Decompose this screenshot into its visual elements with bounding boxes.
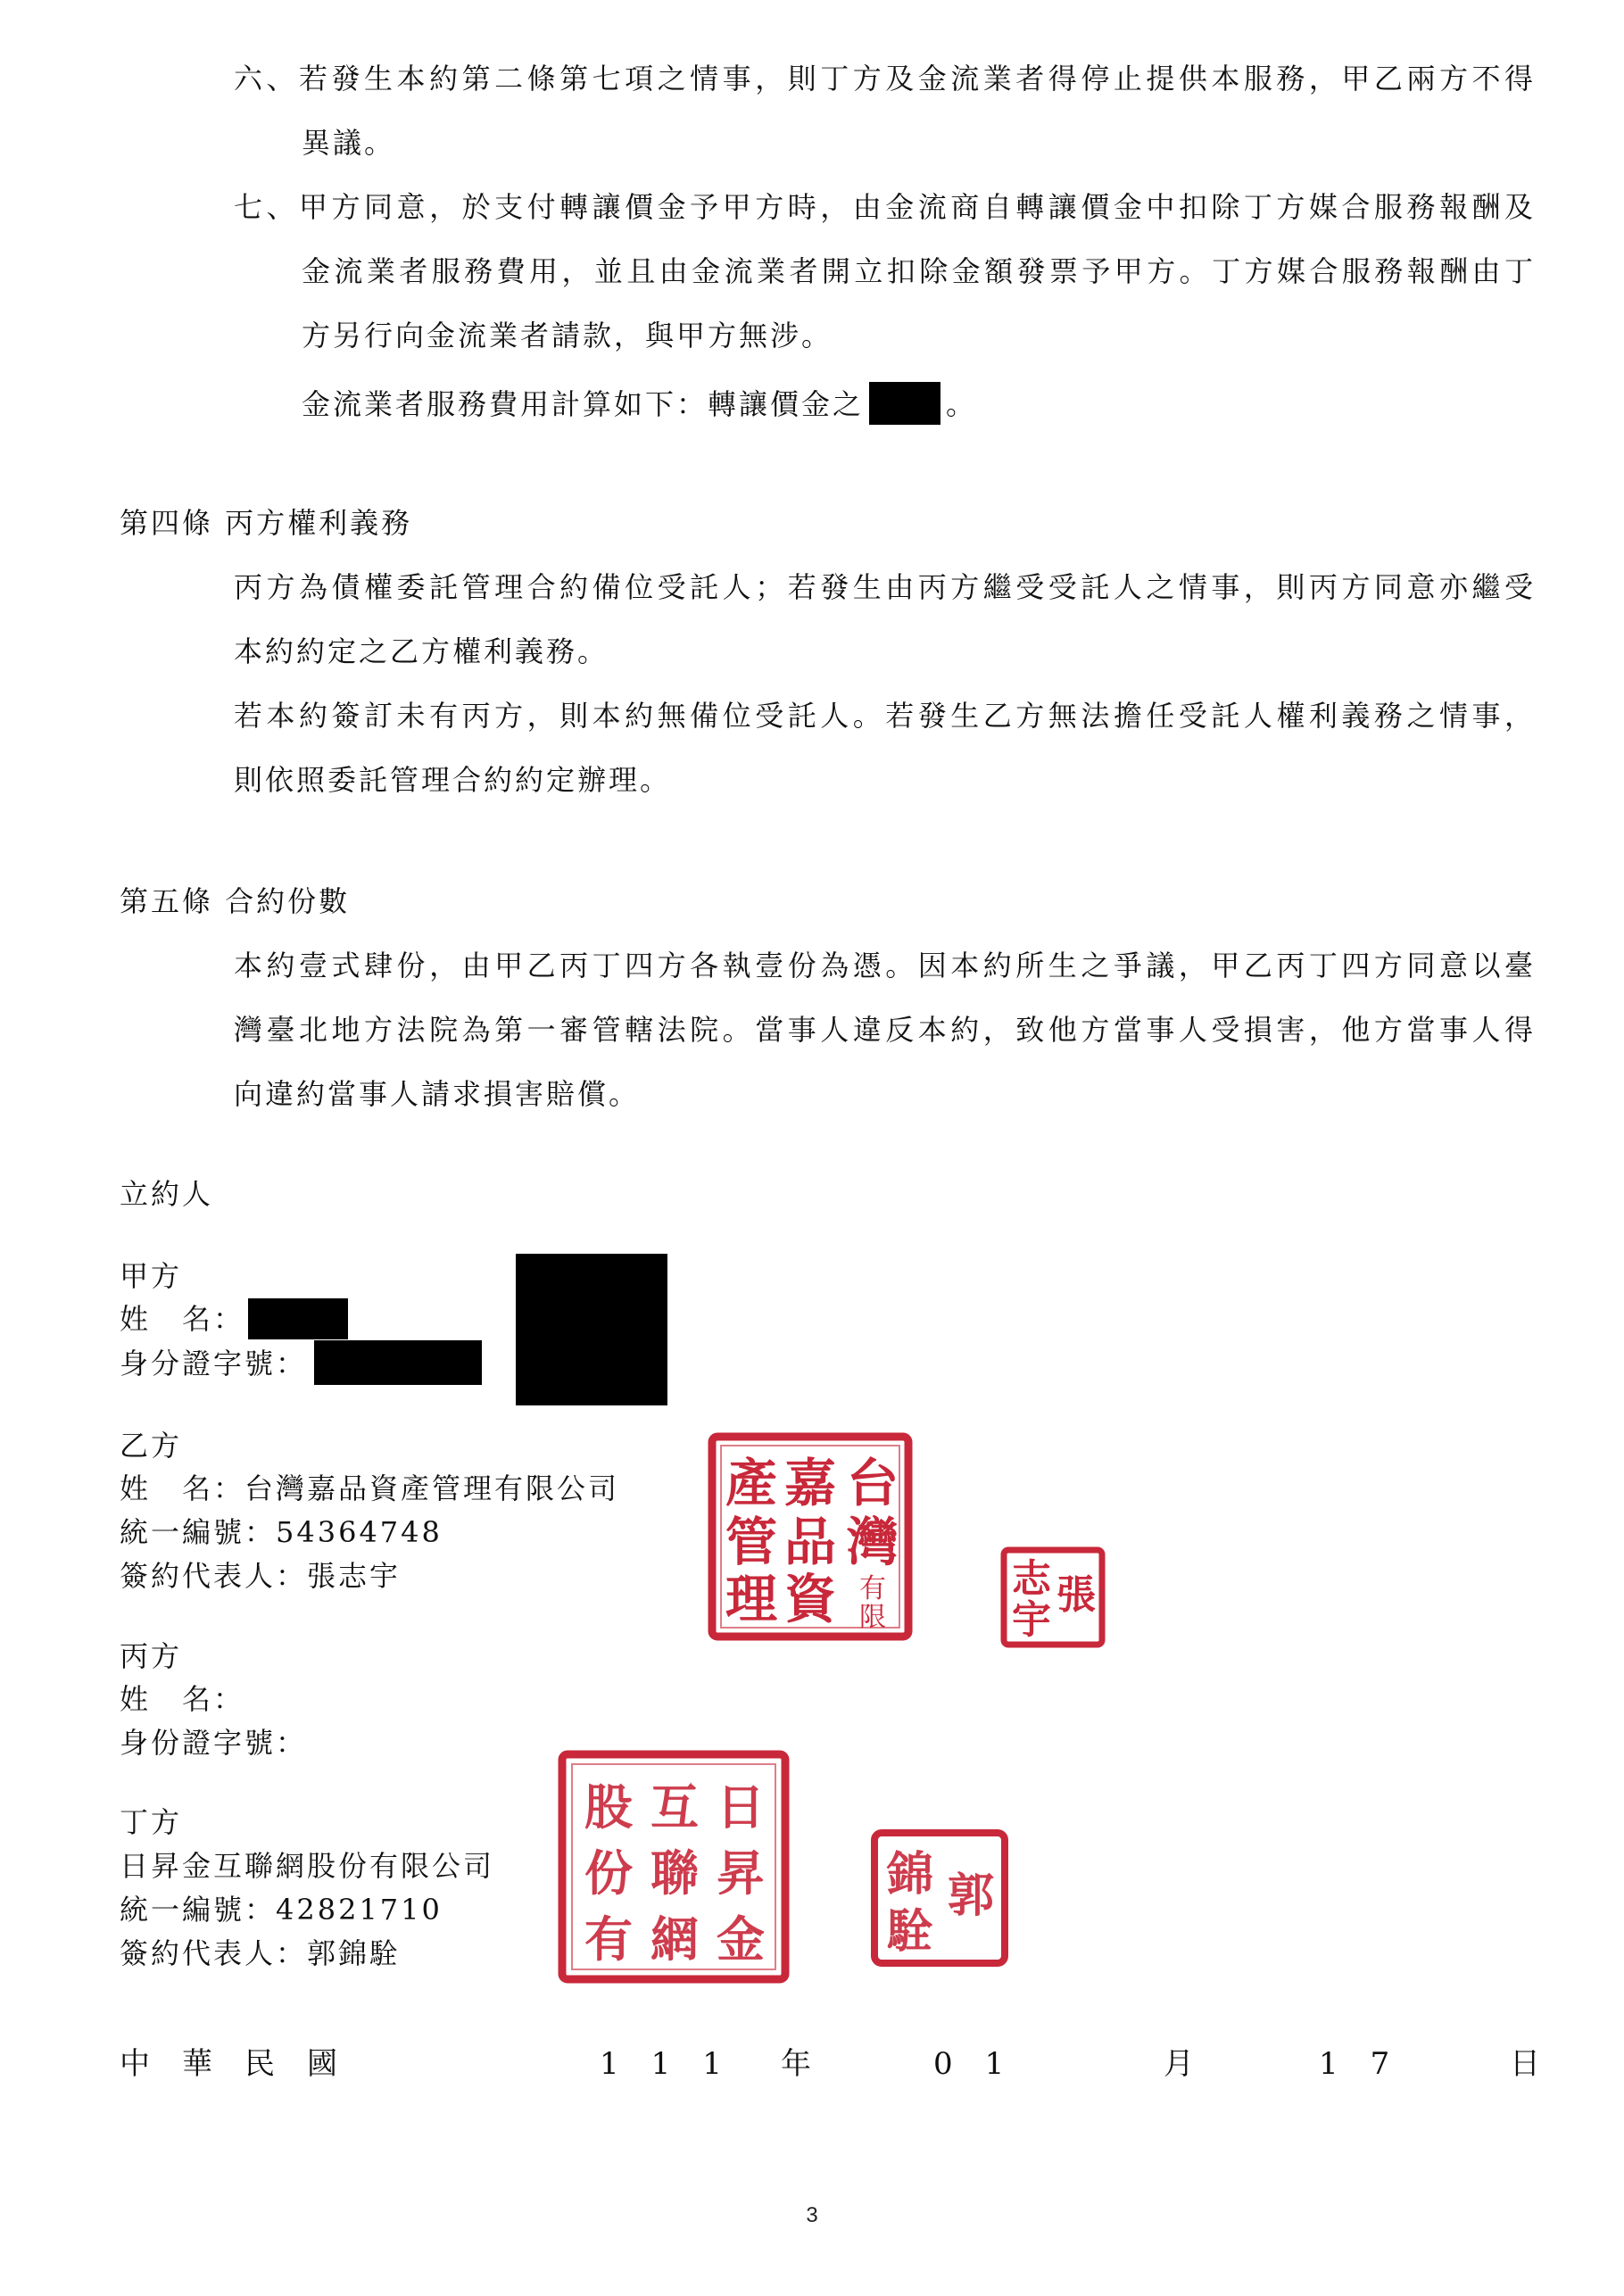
date-year-unit: 年 — [781, 2046, 811, 2082]
party-a-id-redaction — [314, 1340, 482, 1385]
svg-text:有: 有 — [584, 1911, 633, 1968]
svg-text:理: 理 — [725, 1569, 778, 1629]
fee-rate-redaction — [869, 382, 940, 425]
date-day: 17 — [1319, 2046, 1422, 2082]
article4-heading: 第四條 丙方權利義務 — [120, 506, 413, 540]
signatories-heading: 立約人 — [120, 1177, 214, 1211]
date-month: 01 — [933, 2046, 1037, 2082]
svg-text:灣: 灣 — [846, 1512, 899, 1572]
party-d-representative-line: 簽約代表人：郭錦駩 — [120, 1936, 402, 1970]
date-month-unit: 月 — [1164, 2046, 1194, 2082]
article5-line1: 本約壹式肆份，由甲乙丙丁四方各執壹份為憑。因本約所生之爭議，甲乙丙丁四方同意以臺 — [234, 949, 1535, 982]
article4-p2-line1: 若本約簽訂未有丙方，則本約無備位受託人。若發生乙方無法擔任受託人權利義務之情事， — [234, 699, 1535, 733]
party-d-title: 丁方 — [120, 1805, 183, 1839]
svg-text:資: 資 — [783, 1569, 837, 1629]
item6-line2: 異議。 — [302, 126, 396, 160]
svg-text:品: 品 — [783, 1512, 837, 1572]
item7-line1: 七、甲方同意，於支付轉讓價金予甲方時，由金流商自轉讓價金中扣除丁方媒合服務報酬及 — [234, 190, 1535, 224]
svg-text:志: 志 — [1012, 1556, 1051, 1602]
service-fee-prefix: 金流業者服務費用計算如下：轉讓價金之 — [302, 387, 865, 421]
party-a-name-redaction — [248, 1298, 348, 1339]
svg-text:昇: 昇 — [717, 1844, 765, 1902]
service-fee-line — [302, 382, 977, 425]
article4-p1-line1: 丙方為債權委託管理合約備位受託人；若發生由丙方繼受受託人之情事，則丙方同意亦繼受 — [234, 570, 1535, 604]
party-d-company-line: 日昇金互聯網股份有限公司 — [120, 1849, 495, 1883]
date-era: 中華民國 — [120, 2046, 369, 2082]
article5-line3: 向違約當事人請求損害賠償。 — [234, 1077, 641, 1111]
party-d-representative-seal-icon — [869, 1828, 1010, 1969]
party-b-company-seal-icon — [707, 1431, 914, 1642]
date-year: 111 — [600, 2046, 754, 2082]
party-a-seal-redaction — [516, 1254, 667, 1405]
svg-text:台: 台 — [846, 1453, 899, 1513]
svg-text:互: 互 — [650, 1778, 699, 1836]
article4-p1-line2: 本約約定之乙方權利義務。 — [234, 634, 609, 668]
item6-line1: 六、若發生本約第二條第七項之情事，則丁方及金流業者得停止提供本服務，甲乙兩方不得 — [234, 62, 1535, 95]
party-a-name-label: 姓 名： — [120, 1302, 245, 1336]
svg-text:聯: 聯 — [650, 1844, 699, 1902]
item7-line2: 金流業者服務費用，並且由金流業者開立扣除金額發票予甲方。丁方媒合服務報酬由丁 — [302, 254, 1535, 288]
party-a-id-label: 身分證字號： — [120, 1347, 308, 1380]
party-a-title: 甲方 — [120, 1259, 183, 1293]
svg-text:日: 日 — [717, 1778, 765, 1836]
svg-text:網: 網 — [650, 1911, 699, 1968]
article4-p2-line2: 則依照委託管理合約約定辦理。 — [234, 763, 672, 797]
svg-text:駩: 駩 — [886, 1904, 934, 1959]
party-c-name-label: 姓 名： — [120, 1682, 245, 1716]
svg-text:產: 產 — [725, 1453, 778, 1513]
svg-text:限: 限 — [859, 1602, 886, 1633]
party-d-company-seal-icon — [557, 1749, 791, 1985]
service-fee-suffix: 。 — [946, 387, 978, 421]
svg-text:有: 有 — [859, 1573, 886, 1604]
party-c-id-label: 身份證字號： — [120, 1726, 308, 1760]
svg-text:張: 張 — [1056, 1572, 1096, 1618]
svg-text:郭: 郭 — [947, 1869, 995, 1923]
party-b-representative-line: 簽約代表人：張志宇 — [120, 1559, 402, 1593]
svg-text:金: 金 — [717, 1911, 765, 1968]
article5-heading: 第五條 合約份數 — [120, 884, 351, 918]
svg-text:股: 股 — [584, 1778, 633, 1836]
svg-text:管: 管 — [725, 1512, 778, 1572]
svg-text:宇: 宇 — [1012, 1597, 1051, 1643]
date-day-unit: 日 — [1510, 2046, 1540, 2082]
svg-text:錦: 錦 — [886, 1847, 934, 1902]
page-number: 3 — [806, 2203, 818, 2227]
party-d-tax-id-line: 統一編號：42821710 — [120, 1893, 443, 1927]
party-b-name-line: 姓 名：台灣嘉品資產管理有限公司 — [120, 1471, 620, 1505]
party-b-title: 乙方 — [120, 1429, 183, 1463]
party-b-tax-id-line: 統一編號：54364748 — [120, 1515, 443, 1549]
item7-line3: 方另行向金流業者請款，與甲方無涉。 — [302, 319, 833, 352]
party-b-representative-seal-icon — [999, 1546, 1106, 1649]
svg-text:嘉: 嘉 — [783, 1453, 837, 1513]
svg-text:份: 份 — [584, 1844, 633, 1902]
party-c-title: 丙方 — [120, 1639, 183, 1673]
article5-line2: 灣臺北地方法院為第一審管轄法院。當事人違反本約，致他方當事人受損害，他方當事人得 — [234, 1013, 1535, 1047]
